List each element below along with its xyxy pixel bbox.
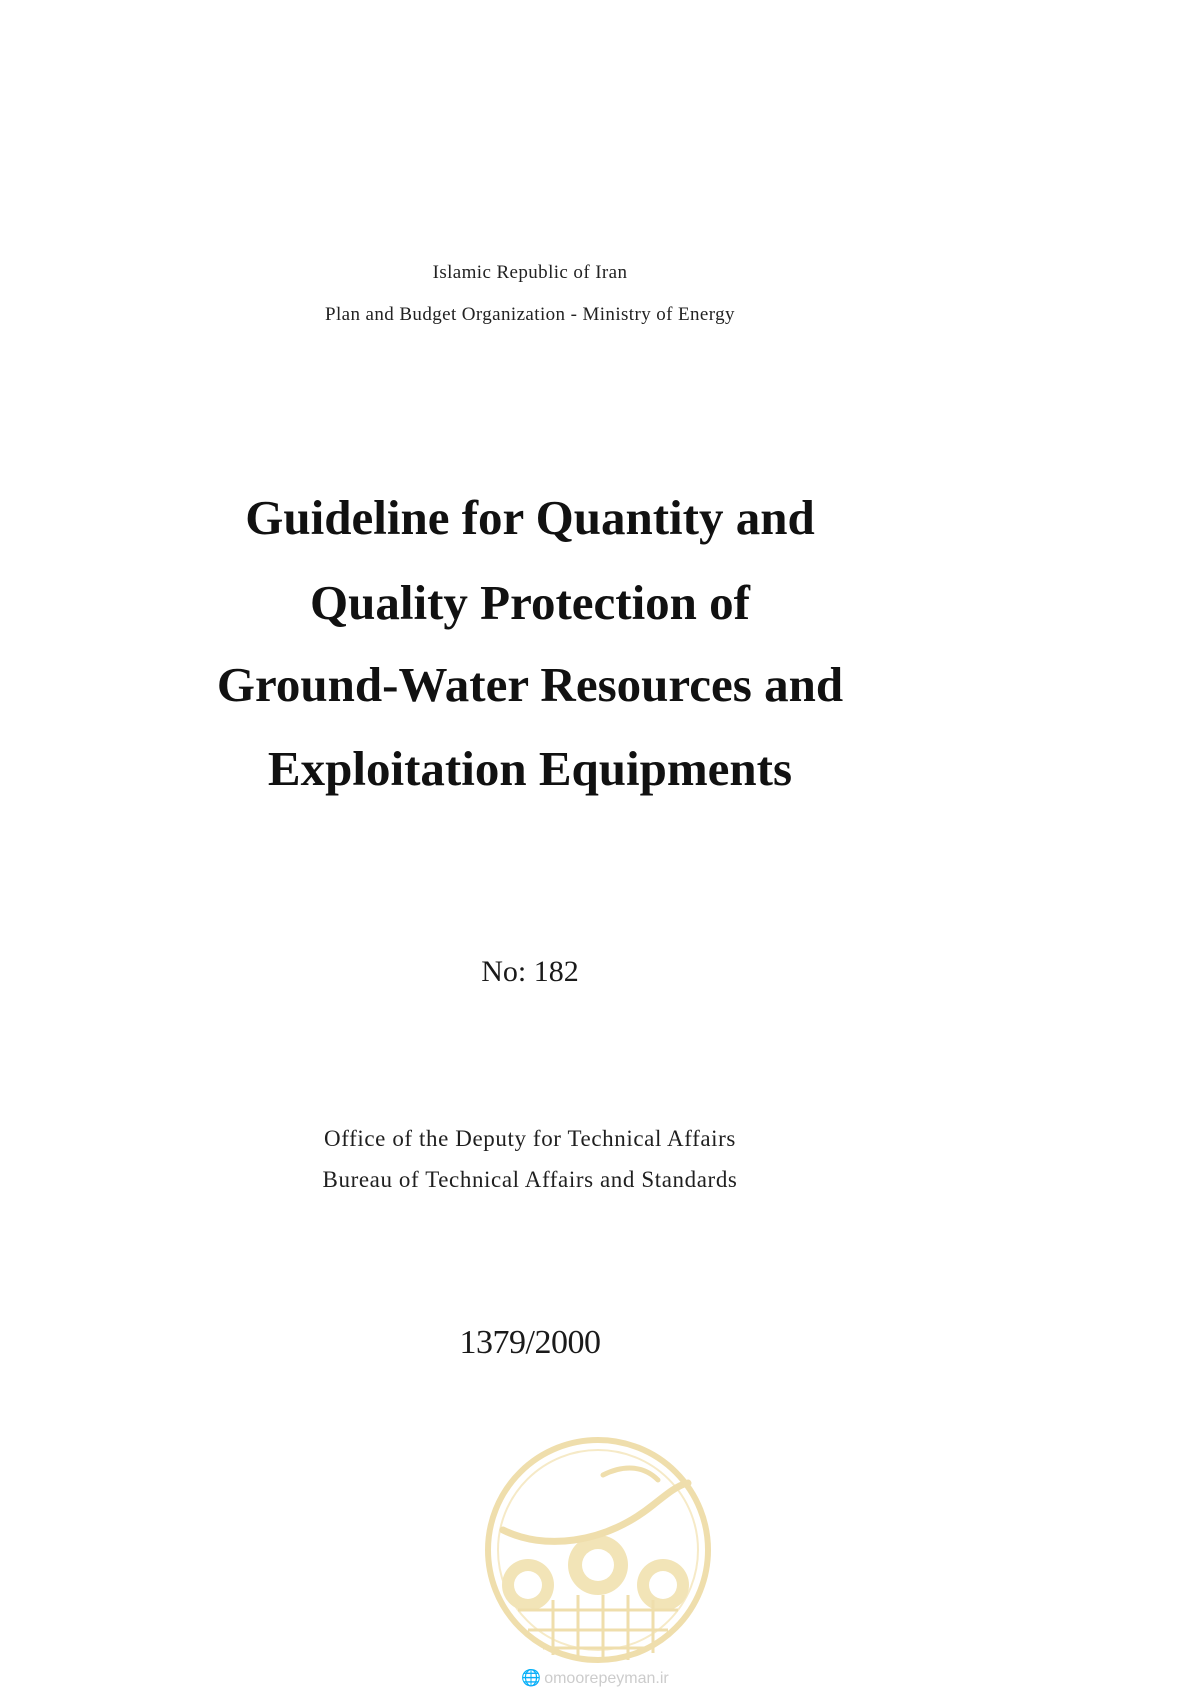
watermark-site: 🌐 omoorepeyman.ir — [521, 1670, 669, 1687]
globe-icon: 🌐 — [521, 1670, 542, 1687]
title-line-4: Exploitation Equipments — [267, 741, 793, 796]
publication-year: 1379/2000 — [459, 1324, 601, 1361]
title-line-3: Ground-Water Resources and — [216, 657, 844, 712]
office-line-1: Office of the Deputy for Technical Affairs — [324, 1126, 736, 1151]
watermark-logo — [483, 1435, 713, 1665]
header-organization: Plan and Budget Organization - Ministry of Energy — [325, 304, 735, 325]
office-line-2: Bureau of Technical Affairs and Standards — [322, 1167, 738, 1192]
publication-number: No: 182 — [481, 955, 579, 988]
title-line-1: Guideline for Quantity and — [245, 490, 815, 545]
title-line-2: Quality Protection of — [309, 575, 751, 630]
header-country: Islamic Republic of Iran — [432, 262, 628, 283]
